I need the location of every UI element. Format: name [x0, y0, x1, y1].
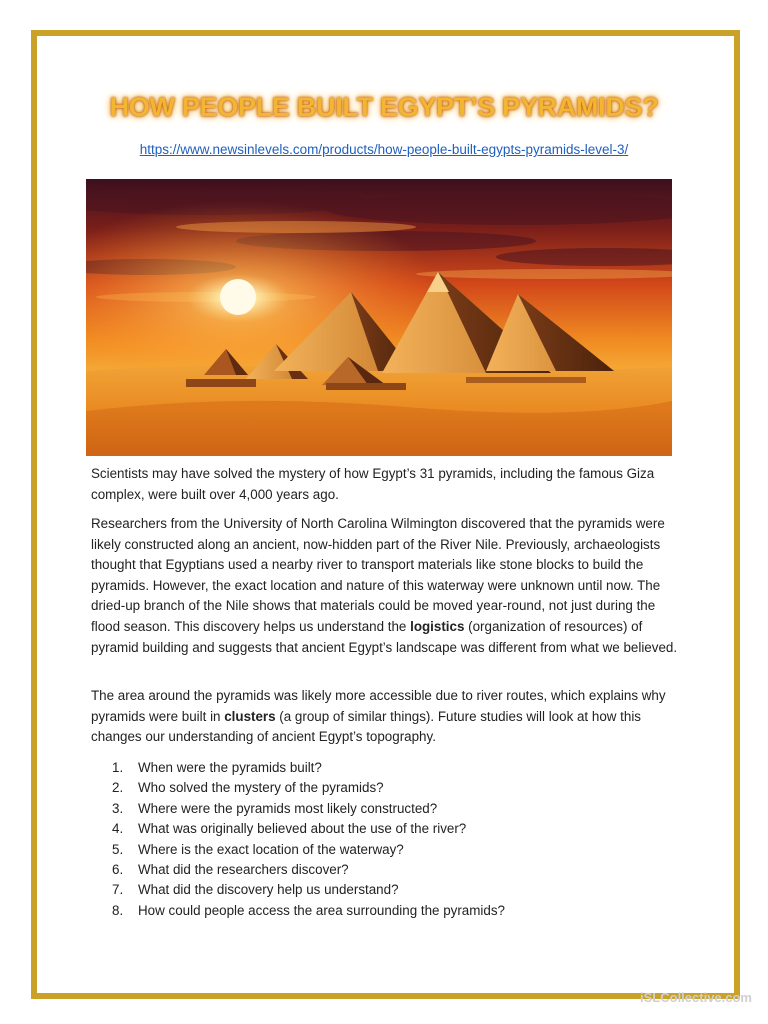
keyword-logistics: logistics — [410, 618, 465, 634]
paragraph-access — [91, 686, 681, 748]
question-item — [112, 758, 505, 778]
source-link[interactable]: https://www.newsinlevels.com/products/how-people-built-egypts-pyramids-level-3/ — [139, 142, 629, 157]
question-text: Who solved the mystery of the pyramids? — [138, 780, 384, 796]
question-item — [112, 901, 505, 921]
question-text: Where were the pyramids most likely constructed? — [138, 800, 438, 816]
question-number: 6. — [112, 862, 124, 878]
question-number: 8. — [112, 902, 124, 918]
question-item — [112, 840, 505, 860]
question-text: How could people access the area surrounding the pyramids? — [138, 902, 505, 918]
question-item — [112, 799, 505, 819]
question-number: 4. — [112, 821, 124, 837]
pyramids-sunset-image — [86, 179, 672, 456]
question-number: 7. — [112, 882, 124, 898]
question-number: 1. — [112, 760, 124, 775]
question-number: 5. — [112, 841, 124, 857]
question-text: What did the researchers discover? — [138, 862, 349, 878]
question-text: Where is the exact location of the waterway? — [138, 841, 404, 857]
question-item — [112, 860, 505, 880]
paragraph-3-text-end: (a group of similar things). Future studies will look at how this changes our understanding of ancient Egypt’s topography. — [91, 708, 641, 745]
paragraph-intro — [91, 464, 681, 505]
question-number: 3. — [112, 800, 124, 816]
question-text: What was originally believed about the use of the river? — [138, 821, 467, 837]
paragraph-1-text: Scientists may have solved the mystery of how Egypt’s 31 pyramids, including the famous Giza complex, were built over 4,000 years ago. — [91, 466, 655, 502]
paragraph-research — [91, 514, 681, 658]
question-text: When were the pyramids built? — [138, 760, 322, 775]
question-number: 2. — [112, 780, 124, 796]
keyword-clusters: clusters — [224, 708, 276, 724]
question-text: What did the discovery help us understand? — [138, 882, 399, 898]
watermark: iSLCollective.com — [640, 990, 752, 1005]
paragraph-2-text-end: (organization of resources) of pyramid building and suggests that ancient Egypt’s landscape was different from what we believed. — [91, 618, 678, 655]
question-item — [112, 778, 505, 798]
question-item — [112, 880, 505, 900]
question-item — [112, 819, 505, 839]
paragraph-3-text-start: The area around the pyramids was likely more accessible due to river routes, which explains why pyramids were built in — [91, 688, 666, 724]
page-title: HOW PEOPLE BUILT EGYPT’S PYRAMIDS? — [109, 92, 659, 122]
paragraph-2-text-start: Researchers from the University of North Carolina Wilmington discovered that the pyramids were likely constructed along an ancient, now-hidden part of the River Nile. Previously, archaeologists thought that Egyptians used a nearby river to transport materials like stone blocks to build the pyramids. However, the exact location and nature of this waterway were unknown until now. The dried-up branch of the Nile shows that materials could be moved year-round, not just during the flood season. This discovery helps us understand the — [91, 516, 665, 634]
questions-list — [112, 758, 505, 921]
